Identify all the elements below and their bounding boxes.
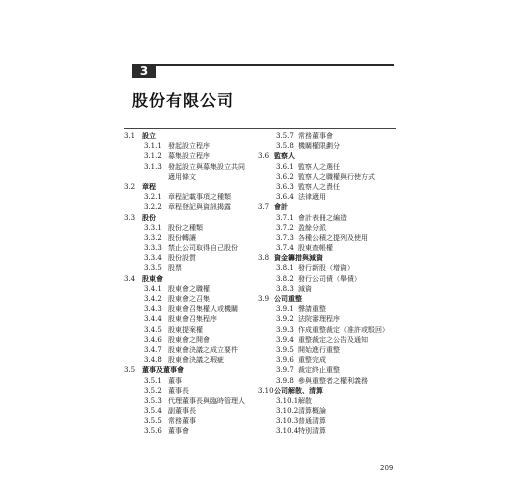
toc-entry-title: 股東會召集權人或機關: [168, 305, 238, 314]
toc-entry-title: 股份之種類: [168, 223, 203, 232]
toc-entry-title: 股份設質: [168, 254, 196, 263]
toc-subsection-row: [258, 314, 398, 324]
toc-subsection-row: [258, 263, 398, 273]
toc-entry-title: 董事: [168, 376, 182, 385]
toc-subsection-row: [124, 335, 264, 345]
toc-subsection-row: [258, 182, 398, 192]
toc-entry-title: 發行新股（增資）: [298, 264, 354, 273]
toc-section-row: [124, 131, 264, 141]
toc-subsection-row: [258, 335, 398, 345]
toc-subsection-row: [258, 406, 398, 416]
chapter-title: 股份有限公司: [132, 91, 235, 110]
toc-entry-title: 董事會: [168, 427, 189, 436]
toc-section-row: [124, 274, 264, 284]
toc-entry-title: 參與重整者之權利義務: [298, 376, 368, 385]
toc-entry-number: 3.10: [258, 386, 274, 395]
toc-entry-title: 發起設立程序: [168, 142, 210, 151]
toc-subsection-row: [124, 304, 264, 314]
toc-entry-number: 3.1: [124, 132, 136, 140]
toc-entry-title: 章程記載事項之種類: [168, 193, 231, 202]
toc-entry-title: 常務董事會: [298, 132, 333, 140]
toc-entry-title: 普通清算: [298, 417, 326, 426]
toc-entry-title: 股票: [168, 264, 182, 273]
toc-subsection-row: [124, 294, 264, 304]
toc-subsection-row: [124, 386, 264, 396]
toc-section-row: [124, 213, 264, 223]
toc-left-column: [124, 131, 264, 437]
toc-entry-number: 3.5.3: [144, 396, 162, 405]
toc-entry-number: 3.2: [124, 182, 136, 191]
toc-entry-title: 發行公司債（舉債）: [298, 274, 361, 283]
toc-entry-title: 會計: [274, 202, 288, 212]
toc-subsection-row: [258, 416, 398, 426]
toc-entry-title: 股東會召集程序: [168, 315, 217, 324]
toc-subsection-row: [258, 355, 398, 365]
toc-entry-title: 重整裁定之公告及通知: [298, 335, 368, 344]
toc-entry-title: 減資: [298, 284, 312, 293]
toc-entry-number: 3.9.6: [276, 356, 294, 365]
toc-subsection-row: [124, 325, 264, 335]
toc-right-column: [258, 131, 398, 437]
toc-entry-title: 盈餘分派: [298, 223, 326, 232]
toc-subsection-row: [124, 202, 264, 212]
toc-entry-title: 章程登記與資訊揭露: [168, 203, 231, 212]
toc-entry-number: 3.9.1: [276, 305, 294, 314]
toc-entry-title: 機關權限劃分: [298, 142, 340, 151]
toc-entry-title: 章程: [142, 181, 156, 191]
toc-entry-number: 3.4.2: [144, 295, 162, 303]
toc-subsection-row: [258, 141, 398, 151]
toc-entry-title: 重整完成: [298, 356, 326, 365]
toc-subsection-row: [258, 396, 398, 406]
toc-entry-number: 3.8: [258, 254, 270, 263]
toc-entry-title: 監察人之職權與行使方式: [298, 172, 375, 181]
toc-entry-number: 3.1.2: [144, 152, 162, 161]
toc-entry-title: 股東會: [142, 273, 163, 283]
toc-subsection-row: [258, 325, 398, 335]
toc-subsection-row: [258, 345, 398, 355]
toc-entry-title: 副董事長: [168, 407, 196, 416]
toc-entry-number: 3.4.4: [144, 315, 162, 324]
toc-entry-number: 3.6: [258, 152, 270, 161]
toc-subsection-row: [258, 304, 398, 314]
toc-entry-number: 3.3.4: [144, 254, 162, 263]
toc-entry-title: 禁止公司取得自己股份: [168, 244, 238, 253]
toc-entry-title: 資金籌措與減資: [274, 253, 323, 263]
toc-entry-number: 3.6.2: [276, 172, 294, 181]
toc-subsection-row: [258, 162, 398, 172]
toc-section-row: [124, 365, 264, 375]
toc-entry-number: 3.5.1: [144, 376, 162, 385]
toc-subsection-row: [258, 365, 398, 375]
toc-entry-number: 3.8.1: [276, 264, 294, 273]
toc-subsection-row: [258, 223, 398, 233]
toc-entry-title: 股東會之職權: [168, 284, 210, 293]
toc-subsection-row: [124, 192, 264, 202]
toc-subsection-row: [258, 172, 398, 182]
toc-entry-number: 3.4.3: [144, 305, 162, 314]
toc-entry-title: 股東提案權: [168, 325, 203, 334]
toc-section-row: [258, 151, 398, 161]
toc-entry-title: 股份: [142, 212, 156, 222]
toc-subsection-row: [258, 192, 398, 202]
toc-section-row: [258, 253, 398, 263]
toc-entry-number: 3.9.4: [276, 335, 294, 344]
toc-entry-title: 各種公積之提列及使用: [298, 233, 368, 242]
toc-entry-number: 3.4.6: [144, 335, 162, 344]
toc-entry-number: 3.8.3: [276, 284, 294, 293]
toc-entry-title: 公司解散、清算: [274, 385, 323, 395]
toc-subsection-row: [258, 284, 398, 294]
chapter-rule: [132, 64, 394, 66]
toc-subsection-row: [124, 141, 264, 151]
toc-subsection-row: [124, 406, 264, 416]
toc-entry-number: 3.3.2: [144, 233, 162, 242]
toc-subsection-row: [124, 233, 264, 243]
toc-subsection-row: [258, 376, 398, 386]
toc-entry-title: 董事長: [168, 386, 189, 395]
toc-entry-number: 3.1.1: [144, 142, 162, 151]
toc-entry-number: 3.5.8: [276, 142, 294, 151]
toc-divider: [124, 128, 396, 129]
toc-entry-number: 3.2.1: [144, 193, 162, 202]
toc-subsection-row: [124, 263, 264, 273]
toc-entry-number: 3.10.1: [276, 396, 299, 405]
toc-entry-title: 設立: [142, 131, 156, 140]
toc-entry-number: 3.8.2: [276, 274, 294, 283]
toc-entry-number: 3.6.4: [276, 193, 294, 202]
toc-subsection-row: [124, 345, 264, 355]
toc-entry-number: 3.10.2: [276, 407, 299, 416]
toc-entry-title: 股份轉讓: [168, 233, 196, 242]
toc-subsection-row: [124, 355, 264, 365]
toc-entry-number: 3.3: [124, 213, 136, 222]
toc-entry-number: 3.3.5: [144, 264, 162, 273]
toc-entry-title: 監察人之選任: [298, 162, 340, 171]
toc-section-row: [258, 386, 398, 396]
toc-entry-number: 3.7.3: [276, 233, 294, 242]
toc-entry-title: 監察人之責任: [298, 182, 340, 191]
toc-entry-number: 3.6.3: [276, 182, 294, 191]
toc-subsection-row: [124, 396, 264, 406]
toc-subsection-row: [124, 284, 264, 294]
page-number: 209: [380, 464, 394, 472]
toc-subsection-row: [124, 162, 264, 172]
toc-entry-number: 3.5: [124, 366, 136, 375]
toc-subsection-row: [258, 274, 398, 284]
toc-entry-number: 3.5.7: [276, 132, 294, 140]
toc-entry-number: 3.4.1: [144, 284, 162, 293]
toc-entry-number: 3.6.1: [276, 162, 294, 171]
toc-entry-title: 開始進行重整: [298, 345, 340, 354]
toc-subsection-row: [258, 233, 398, 243]
toc-subsection-row: [124, 243, 264, 253]
toc-entry-title: 股東查帳權: [298, 244, 333, 253]
toc-subsection-row: [258, 213, 398, 223]
toc-entry-title: 發起設立與募集設立共同: [168, 162, 245, 171]
toc-entry-number: 3.10.3: [276, 417, 299, 426]
toc-entry-number: 3.7.1: [276, 213, 294, 222]
toc-subsection-row: [124, 151, 264, 161]
toc-entry-title: 特別清算: [298, 427, 326, 436]
toc-entry-number: 3.9.7: [276, 366, 294, 375]
toc-entry-number: 3.7.4: [276, 244, 294, 253]
toc-entry-title: 法律適用: [298, 193, 326, 202]
toc-entry-number: 3.9: [258, 295, 270, 303]
toc-section-row: [258, 202, 398, 212]
toc-entry-title: 股東會之開會: [168, 335, 210, 344]
toc-subsection-row: [124, 376, 264, 386]
toc-subsection-row: [124, 426, 264, 436]
toc-subsection-row: [124, 416, 264, 426]
toc-subsection-row: [258, 131, 398, 141]
toc-entry-title: 裁定終止重整: [298, 366, 340, 375]
toc-entry-title: 公司重整: [274, 294, 302, 303]
toc-entry-number: 3.4.5: [144, 325, 162, 334]
toc-entry-number: 3.9.2: [276, 315, 294, 324]
toc-entry-number: 3.4.7: [144, 345, 162, 354]
toc-entry-title: 會計表冊之編造: [298, 213, 347, 222]
toc-entry-title: 股東會決議之瑕疵: [168, 356, 224, 365]
toc-entry-title: 監察人: [274, 151, 295, 161]
toc-subsection-row: [258, 426, 398, 436]
toc-entry-number: 3.3.1: [144, 223, 162, 232]
toc-subsection-row: [124, 223, 264, 233]
toc-entry-number: 3.5.6: [144, 427, 162, 436]
toc-entry-number: 3.10.4: [276, 427, 299, 436]
toc-entry-number: 3.4.8: [144, 356, 162, 365]
toc-subsection-row: [124, 314, 264, 324]
toc-entry-title: 董事及董事會: [142, 365, 184, 375]
toc-entry-number: 3.9.5: [276, 345, 294, 354]
toc-entry-title: 適用條文: [168, 172, 196, 181]
toc-entry-title: 法院審理程序: [298, 315, 340, 324]
toc-entry-number: 3.5.5: [144, 417, 162, 426]
toc-entry-number: 3.5.2: [144, 386, 162, 395]
toc-entry-title: 解散: [298, 396, 312, 405]
toc-subsection-row: [124, 172, 264, 182]
toc-entry-title: 募集設立程序: [168, 152, 210, 161]
toc-entry-title: 常務董事: [168, 417, 196, 426]
toc-entry-title: 代理董事長與臨時管理人: [168, 396, 245, 405]
toc-entry-title: 作成重整裁定（准許或駁回）: [298, 325, 389, 334]
toc-entry-title: 股東會之召集: [168, 295, 210, 303]
toc-entry-number: 3.5.4: [144, 407, 162, 416]
toc-entry-number: 3.9.8: [276, 376, 294, 385]
toc-section-row: [258, 294, 398, 304]
toc-entry-number: 3.7.2: [276, 223, 294, 232]
chapter-number-badge: 3: [132, 64, 156, 78]
toc-entry-number: 3.3.3: [144, 244, 162, 253]
toc-entry-title: 聲請重整: [298, 305, 326, 314]
toc-section-row: [124, 182, 264, 192]
toc-entry-number: 3.4: [124, 274, 136, 283]
toc-subsection-row: [124, 253, 264, 263]
toc-entry-number: 3.1.3: [144, 162, 162, 171]
toc-entry-number: 3.7: [258, 203, 270, 212]
toc-entry-title: 股東會決議之成立要件: [168, 345, 238, 354]
toc-subsection-row: [258, 243, 398, 253]
toc-entry-title: 清算概論: [298, 407, 326, 416]
toc-entry-number: 3.9.3: [276, 325, 294, 334]
toc-entry-number: 3.2.2: [144, 203, 162, 212]
